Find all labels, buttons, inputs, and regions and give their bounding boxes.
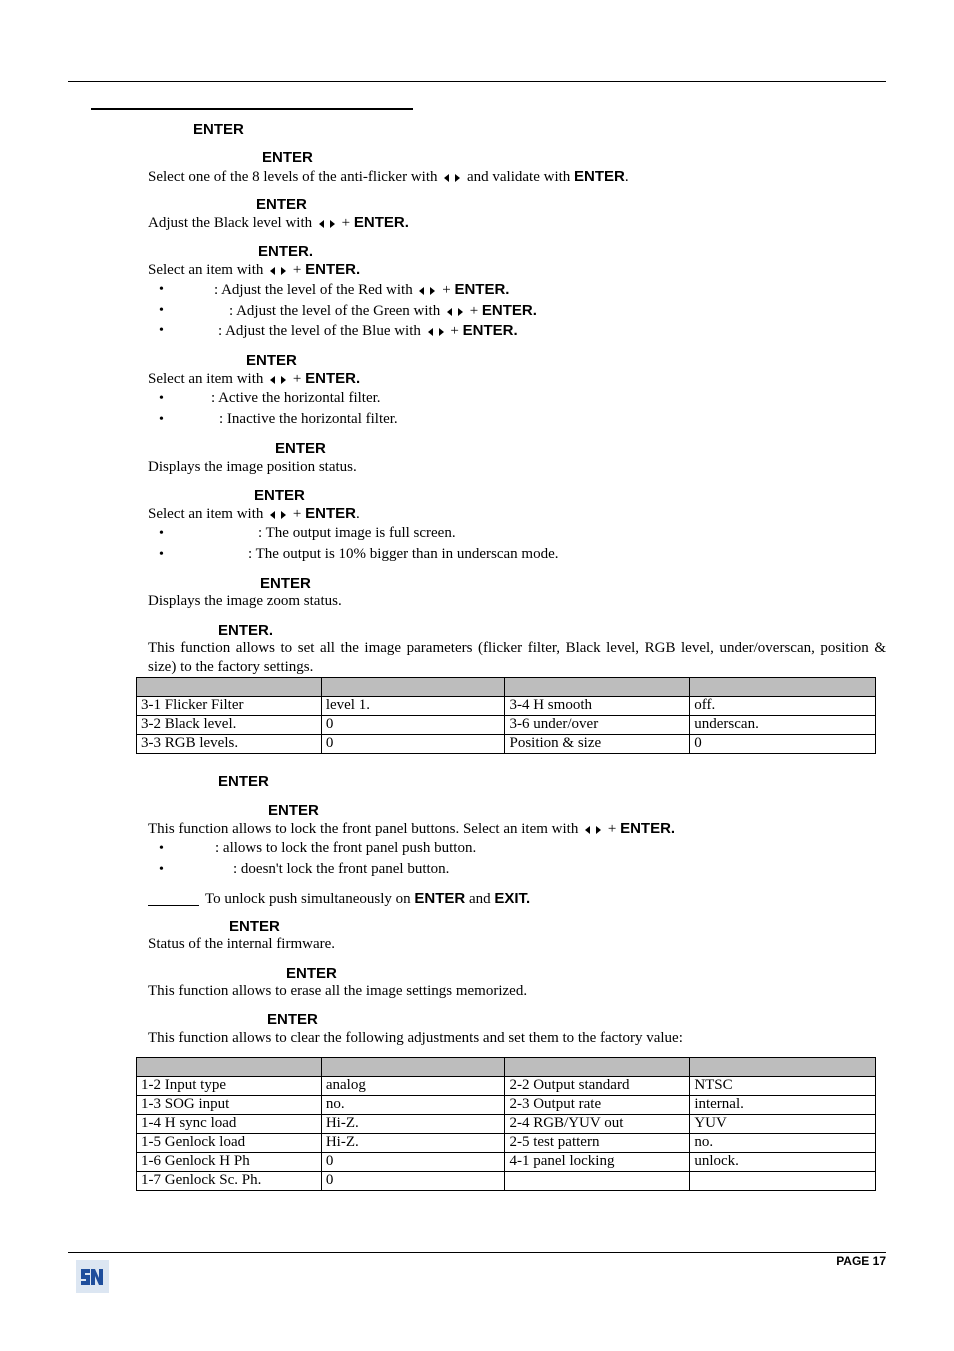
arrow-left-icon [319, 220, 324, 228]
arrow-left-icon [270, 376, 275, 384]
enter-label: ENTER. [218, 622, 274, 639]
bullet: • [159, 323, 164, 338]
arrow-right-icon [281, 267, 286, 275]
table-row: 3-1 Flicker Filter level 1. 3-4 H smooth off. [137, 697, 876, 716]
enter-label: ENTER [256, 196, 307, 213]
fullscreen-line: : The output image is full screen. [258, 525, 456, 541]
table-row: 3-2 Black level. 0 3-6 under/over underscan. [137, 716, 876, 735]
enter-label: ENTER [262, 149, 313, 166]
arrow-right-icon [330, 220, 335, 228]
zoom-line: Displays the image zoom status. [148, 593, 342, 609]
enter-label: ENTER [193, 121, 244, 138]
table-row: 1-5 Genlock load Hi-Z. 2-5 test pattern no. [137, 1134, 876, 1153]
note-underline [148, 905, 199, 906]
arrow-right-icon [455, 174, 460, 182]
enter-label: ENTER [268, 802, 319, 819]
rgb-select-line: Select an item with + ENTER. [148, 261, 361, 278]
enter-label: ENTER. [258, 243, 314, 260]
red-line: : Adjust the level of the Red with + ENTER. [214, 281, 510, 298]
arrow-right-icon [430, 287, 435, 295]
arrow-right-icon [596, 826, 601, 834]
black-line: Adjust the Black level with + ENTER. [148, 214, 409, 231]
reset-description: This function allows to set all the image parameters (flicker filter, Black level, RGB level, under/overscan, position & size) to the factory settings. [148, 640, 886, 675]
lock-description: This function allows to lock the front panel buttons. Select an item with + ENTER. [148, 820, 676, 837]
table-row: 1-3 SOG input no. 2-3 Output rate internal. [137, 1096, 876, 1115]
reset-defaults-table [136, 677, 876, 754]
bullet: • [159, 282, 164, 297]
unlock-note: To unlock push simultaneously on ENTER and EXIT. [205, 890, 531, 907]
bullet: • [159, 862, 164, 877]
factory-defaults-table [136, 1057, 876, 1191]
enter-label: ENTER [229, 918, 280, 935]
erase-line: This function allows to erase all the image settings memorized. [148, 983, 528, 999]
arrow-left-icon [270, 511, 275, 519]
footer-rule [68, 1252, 886, 1253]
arrow-right-icon [281, 511, 286, 519]
bullet: • [159, 412, 164, 427]
enter-label: ENTER [267, 1011, 318, 1028]
arrow-right-icon [458, 308, 463, 316]
lock-yes-line: : allows to lock the front panel push button. [215, 840, 477, 856]
bullet: • [159, 841, 164, 856]
enter-label: ENTER [260, 575, 311, 592]
arrow-right-icon [439, 328, 444, 336]
logo-icon [76, 1260, 109, 1293]
position-line: Displays the image position status. [148, 459, 357, 475]
bullet: • [159, 547, 164, 562]
clear-line: This function allows to clear the following adjustments and set them to the factory value: [148, 1030, 683, 1046]
arrow-left-icon [270, 267, 275, 275]
enter-label: ENTER [254, 487, 305, 504]
bullet: • [159, 526, 164, 541]
bullet: • [159, 303, 164, 318]
section-underline [91, 108, 413, 110]
company-logo [76, 1260, 109, 1293]
hactive-line: : Active the horizontal filter. [211, 390, 381, 406]
blue-line: : Adjust the level of the Blue with + ENTER. [218, 322, 518, 339]
table-header-row [137, 678, 876, 697]
enter-label: ENTER [246, 352, 297, 369]
hinactive-line: : Inactive the horizontal filter. [219, 411, 398, 427]
firmware-line: Status of the internal firmware. [148, 936, 336, 952]
hsmooth-select-line: Select an item with + ENTER. [148, 370, 361, 387]
arrow-left-icon [444, 174, 449, 182]
table-row: 1-7 Genlock Sc. Ph. 0 [137, 1172, 876, 1191]
arrow-left-icon [585, 826, 590, 834]
table-row: 1-6 Genlock H Ph 0 4-1 panel locking unlock. [137, 1153, 876, 1172]
green-line: : Adjust the level of the Green with + ENTER. [229, 302, 537, 319]
enter-label: ENTER [218, 773, 269, 790]
header-rule [68, 81, 886, 82]
table-row: 3-3 RGB levels. 0 Position & size 0 [137, 735, 876, 754]
page-number: PAGE 17 [836, 1254, 886, 1268]
arrow-left-icon [447, 308, 452, 316]
enter-label: ENTER [275, 440, 326, 457]
enter-label: ENTER [286, 965, 337, 982]
underover-select-line: Select an item with + ENTER. [148, 505, 360, 522]
table-row: 1-2 Input type analog 2-2 Output standard NTSC [137, 1077, 876, 1096]
arrow-left-icon [428, 328, 433, 336]
arrow-left-icon [419, 287, 424, 295]
arrow-right-icon [281, 376, 286, 384]
table-row: 1-4 H sync load Hi-Z. 2-4 RGB/YUV out YUV [137, 1115, 876, 1134]
table-header-row [137, 1058, 876, 1077]
bullet: • [159, 391, 164, 406]
antiflicker-line: Select one of the 8 levels of the anti-flicker with and validate with ENTER. [148, 168, 629, 185]
lock-no-line: : doesn't lock the front panel button. [233, 861, 450, 877]
bigger-line: : The output is 10% bigger than in underscan mode. [248, 546, 559, 562]
